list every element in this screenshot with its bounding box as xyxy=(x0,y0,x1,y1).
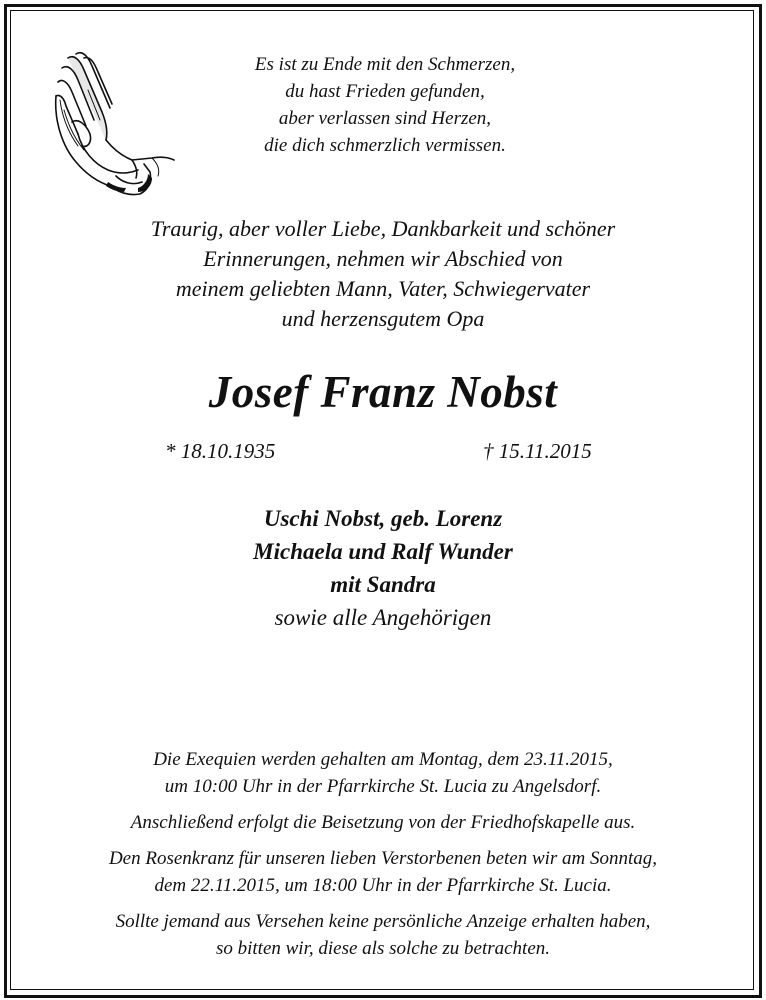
poem-line: die dich schmerzlich vermissen. xyxy=(264,135,506,156)
info-line: dem 22.11.2015, um 18:00 Uhr in der Pfarrkirche St. Lucia. xyxy=(154,875,612,896)
info-line: Anschließend erfolgt die Beisetzung von der Friedhofskapelle aus. xyxy=(130,812,636,833)
mourner-name: mit Sandra xyxy=(330,572,436,597)
intro-line: meinem geliebten Mann, Vater, Schwiegervater xyxy=(175,276,591,301)
poem-line: Es ist zu Ende mit den Schmerzen, xyxy=(254,54,516,75)
poem-line: aber verlassen sind Herzen, xyxy=(278,108,492,129)
info-line: Die Exequien werden gehalten am Montag, dem 23.11.2015, xyxy=(153,749,613,770)
mourner-name: Michaela und Ralf Wunder xyxy=(253,539,513,564)
info-line: so bitten wir, diese als solche zu betrachten. xyxy=(215,938,551,959)
intro-line: und herzensgutem Opa xyxy=(281,306,485,331)
poem xyxy=(200,51,570,159)
intro-line: Erinnerungen, nehmen wir Abschied von xyxy=(203,246,563,271)
mourner-relatives: sowie alle Angehörigen xyxy=(274,605,492,630)
birth-date: * 18.10.1935 xyxy=(165,439,276,463)
funeral-info xyxy=(40,746,726,962)
death-date: † 15.11.2015 xyxy=(483,439,592,463)
farewell-intro xyxy=(40,214,726,334)
mourner-name: Uschi Nobst, geb. Lorenz xyxy=(263,506,503,531)
poem-line: du hast Frieden gefunden, xyxy=(285,81,485,102)
info-line: Den Rosenkranz für unseren lieben Verstorbenen beten wir am Sonntag, xyxy=(108,848,658,869)
deceased-name: Josef Franz Nobst xyxy=(208,367,558,417)
praying-hands-icon xyxy=(48,50,176,200)
info-line: um 10:00 Uhr in der Pfarrkirche St. Lucia zu Angelsdorf. xyxy=(164,776,602,797)
info-line: Sollte jemand aus Versehen keine persönliche Anzeige erhalten haben, xyxy=(115,911,651,932)
intro-line: Traurig, aber voller Liebe, Dankbarkeit und schöner xyxy=(150,216,616,241)
mourners-list xyxy=(0,502,766,634)
